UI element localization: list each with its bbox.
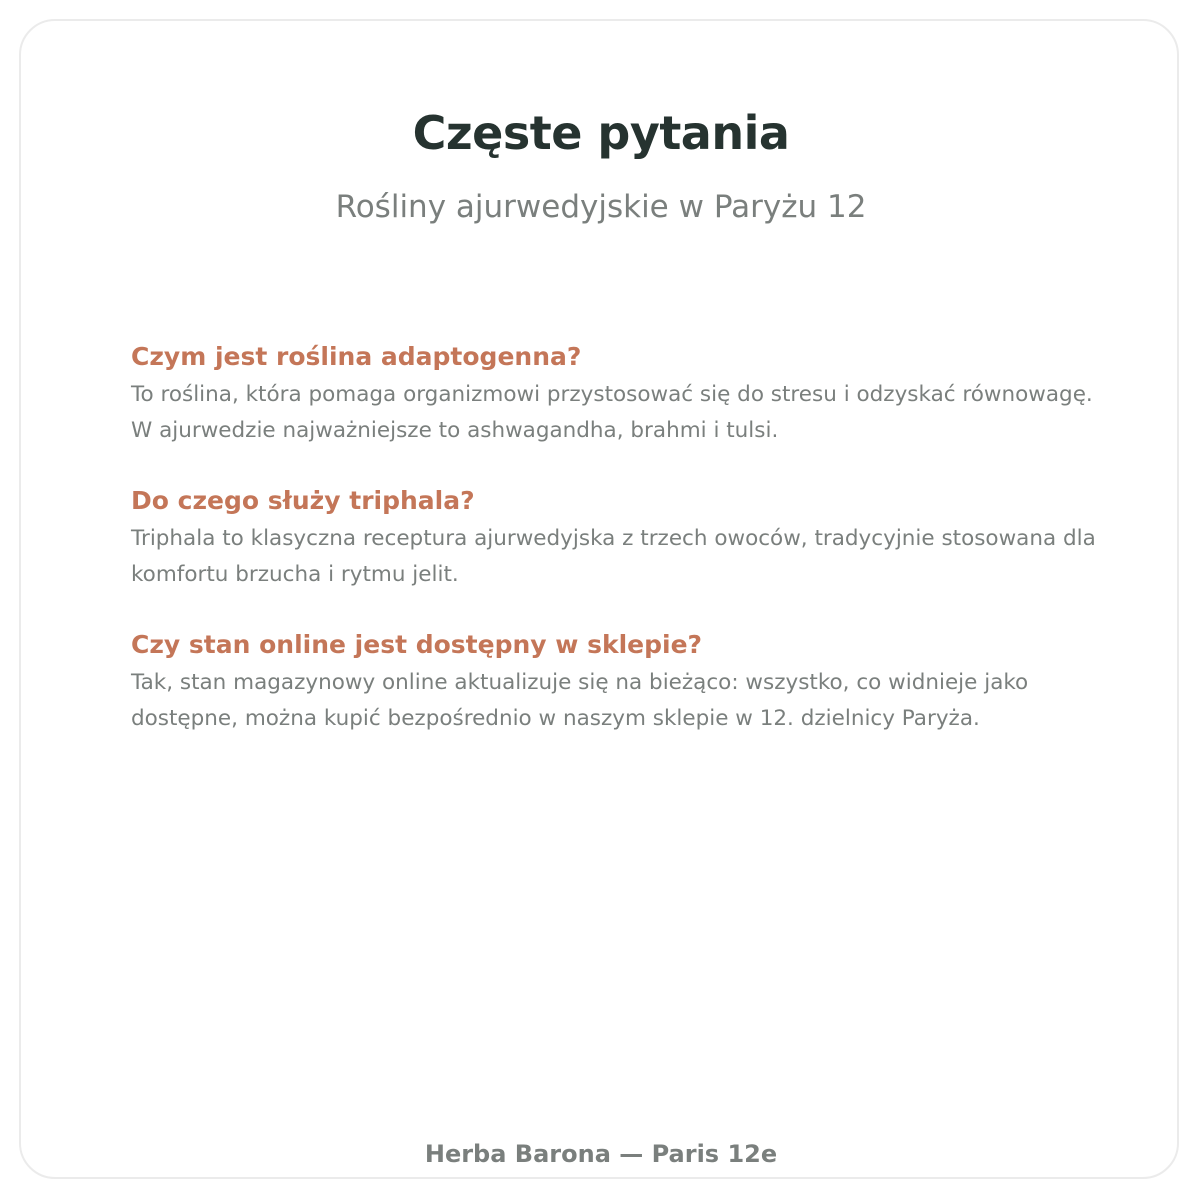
faq-item xyxy=(131,339,1106,449)
faq-answer: Triphala to klasyczna receptura ajurwedyjska z trzech owoców, tradycyjnie stosowana dla komfortu brzucha i rytmu jelit. xyxy=(131,526,1096,587)
page-title: Częste pytania xyxy=(412,106,790,160)
faq-answer: To roślina, która pomaga organizmowi przystosować się do stresu i odzyskać równowagę. W ajurwedzie najważniejsze to ashwagandha, brahmi i tulsi. xyxy=(131,382,1093,443)
faq-item xyxy=(131,627,1106,737)
faq-list xyxy=(131,339,1106,771)
faq-question: Czy stan online jest dostępny w sklepie? xyxy=(131,630,703,659)
page-subtitle: Rośliny ajurwedyjskie w Paryżu 12 xyxy=(335,189,867,225)
faq-answer: Tak, stan magazynowy online aktualizuje się na bieżąco: wszystko, co widnieje jako dostępne, można kupić bezpośrednio w naszym sklepie w 12. dzielnicy Paryża. xyxy=(131,670,1029,731)
faq-question: Czym jest roślina adaptogenna? xyxy=(131,342,582,371)
footer-brand: Herba Barona — Paris 12e xyxy=(424,1140,778,1168)
faq-item xyxy=(131,483,1106,593)
faq-card xyxy=(19,19,1179,1179)
faq-question: Do czego służy triphala? xyxy=(131,486,475,515)
